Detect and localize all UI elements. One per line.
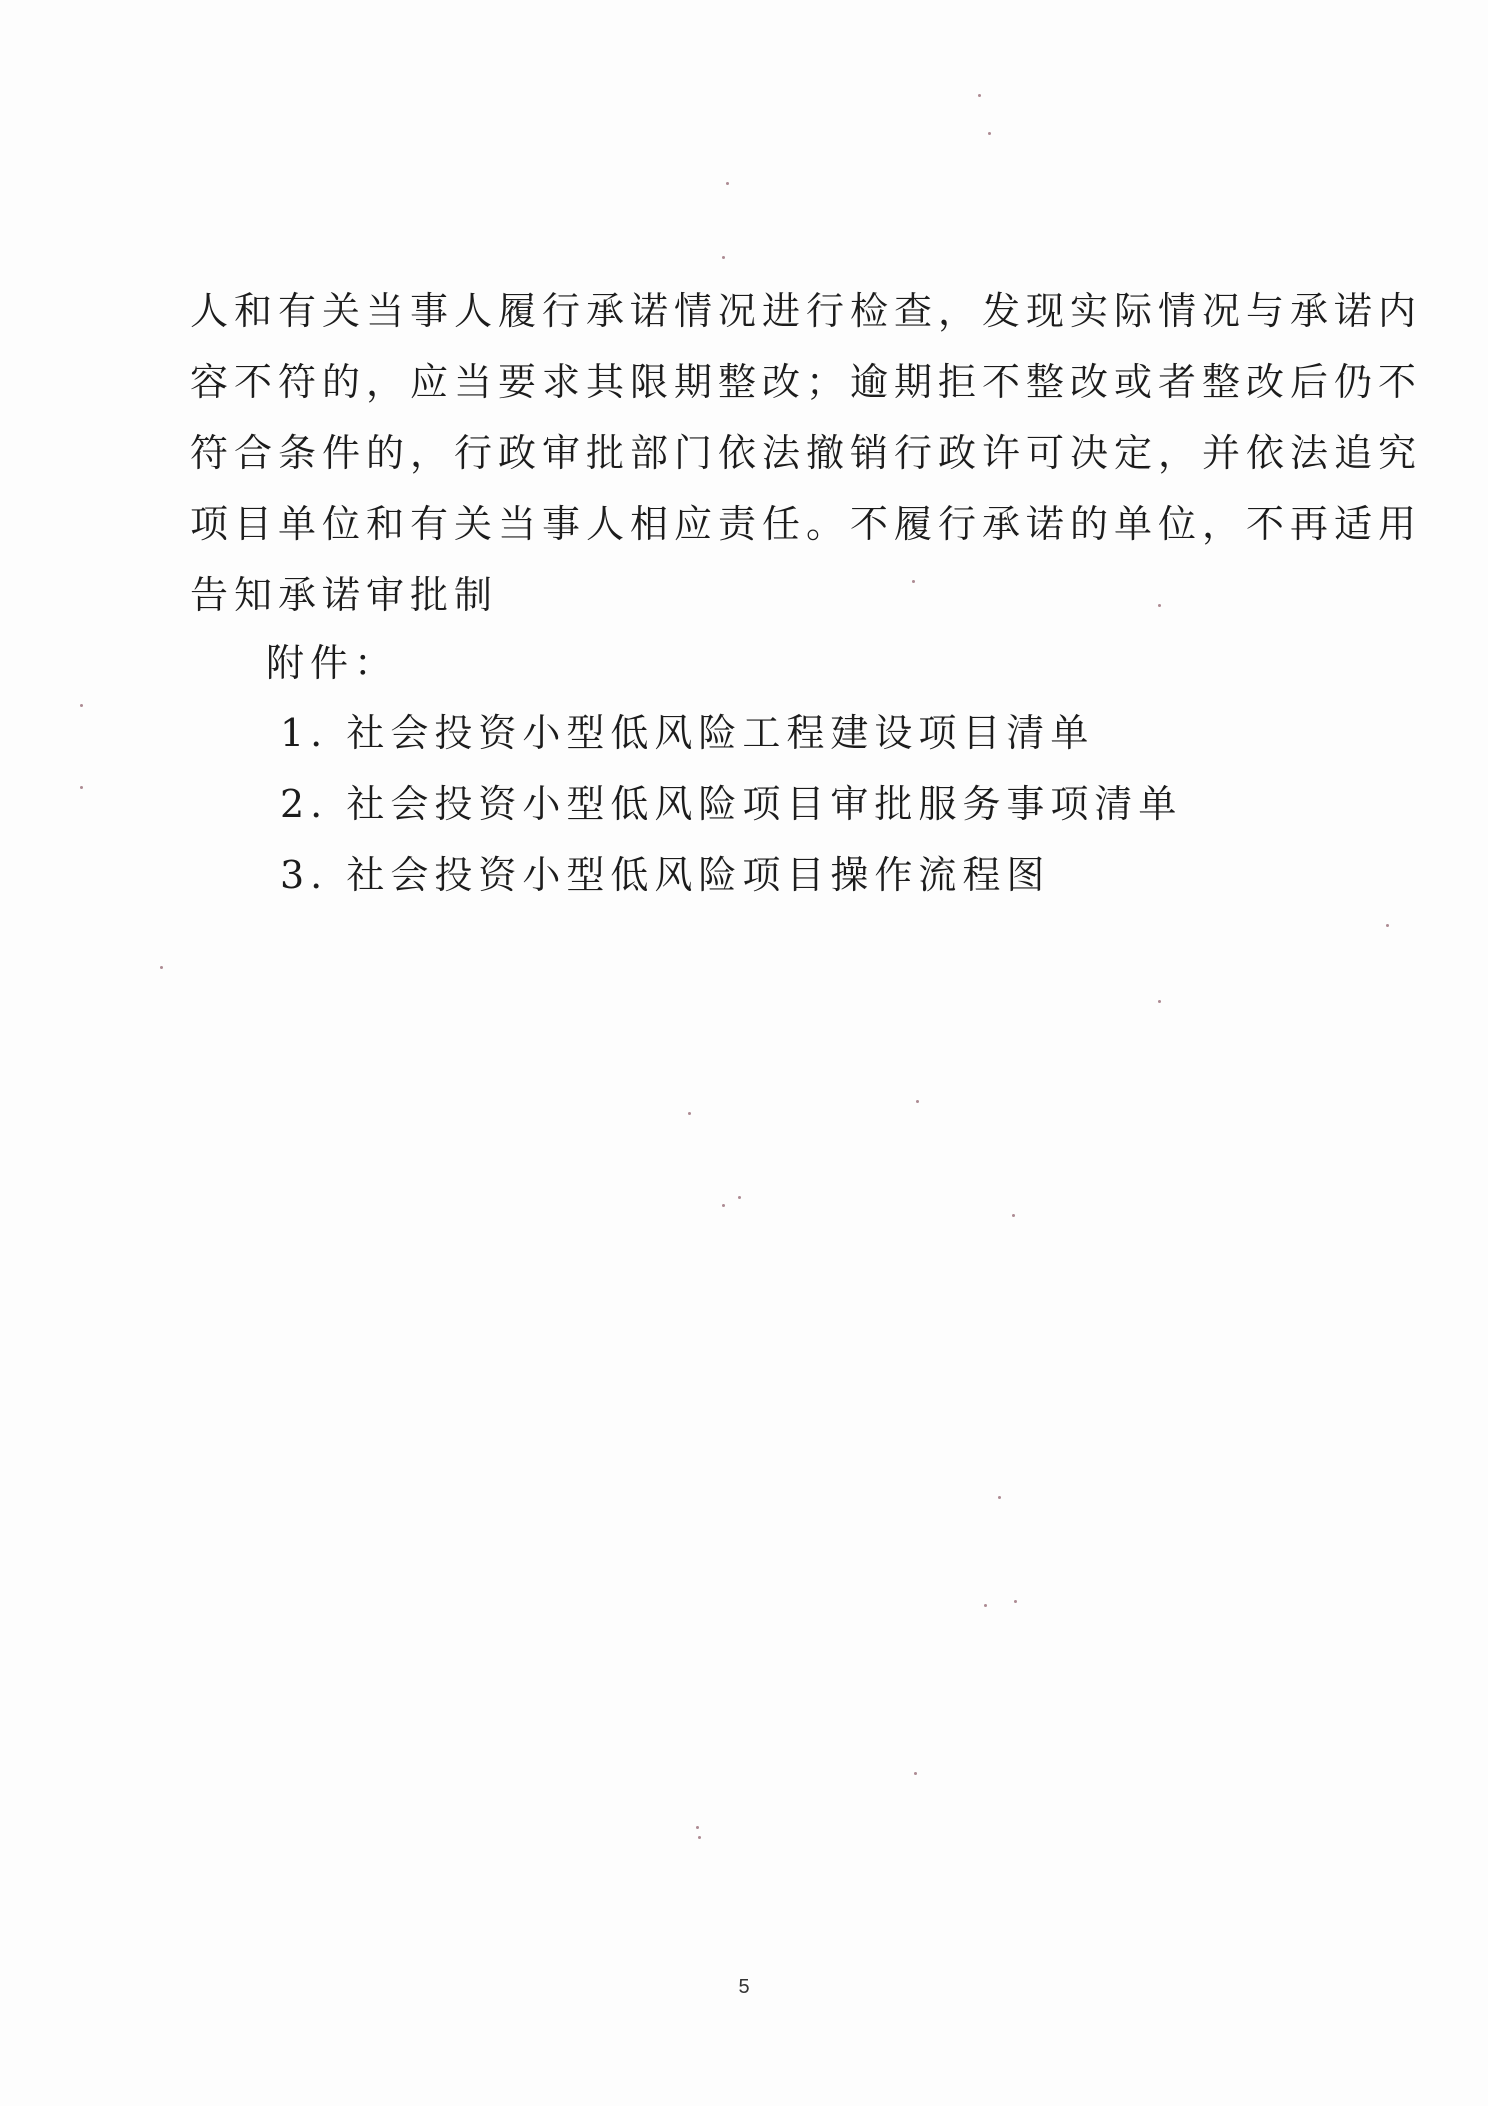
scan-speck xyxy=(722,1204,725,1207)
scan-speck xyxy=(80,786,83,789)
body-line: 告知承诺审批制 xyxy=(190,573,499,617)
body-paragraph xyxy=(190,276,1423,631)
body-line: 符合条件的，行政审批部门依法撤销行政许可决定，并依法追究 xyxy=(190,431,1423,475)
attachment-item: 3. 社会投资小型低风险项目操作流程图 xyxy=(280,853,1051,897)
scan-speck xyxy=(978,94,981,97)
scan-speck xyxy=(914,1772,917,1775)
scan-speck xyxy=(738,1196,741,1199)
scan-speck xyxy=(696,1826,699,1829)
attachments-heading: 附件： xyxy=(266,641,399,685)
scan-speck xyxy=(160,966,163,969)
body-line: 项目单位和有关当事人相应责任。不履行承诺的单位，不再适用 xyxy=(190,502,1423,546)
scan-speck xyxy=(80,704,83,707)
scan-speck xyxy=(726,182,729,185)
scan-speck xyxy=(1158,1000,1161,1003)
scan-speck xyxy=(1012,1214,1015,1217)
scan-speck xyxy=(916,1100,919,1103)
scan-speck xyxy=(1386,924,1389,927)
scan-speck xyxy=(1158,604,1161,607)
scan-speck xyxy=(688,1112,691,1115)
attachment-item: 2. 社会投资小型低风险项目审批服务事项清单 xyxy=(280,782,1183,826)
attachments-list xyxy=(280,698,1182,911)
body-line: 人和有关当事人履行承诺情况进行检查，发现实际情况与承诺内 xyxy=(190,289,1423,333)
scan-speck xyxy=(988,132,991,135)
scan-speck xyxy=(722,256,725,259)
scan-speck xyxy=(698,1836,701,1839)
scan-speck xyxy=(998,1496,1001,1499)
body-line: 容不符的，应当要求其限期整改；逾期拒不整改或者整改后仍不 xyxy=(190,360,1423,404)
scan-speck xyxy=(912,580,915,583)
scan-speck xyxy=(984,1604,987,1607)
page-number: 5 xyxy=(738,1976,750,1998)
scan-speck xyxy=(1014,1600,1017,1603)
attachment-item: 1. 社会投资小型低风险工程建设项目清单 xyxy=(280,711,1095,755)
